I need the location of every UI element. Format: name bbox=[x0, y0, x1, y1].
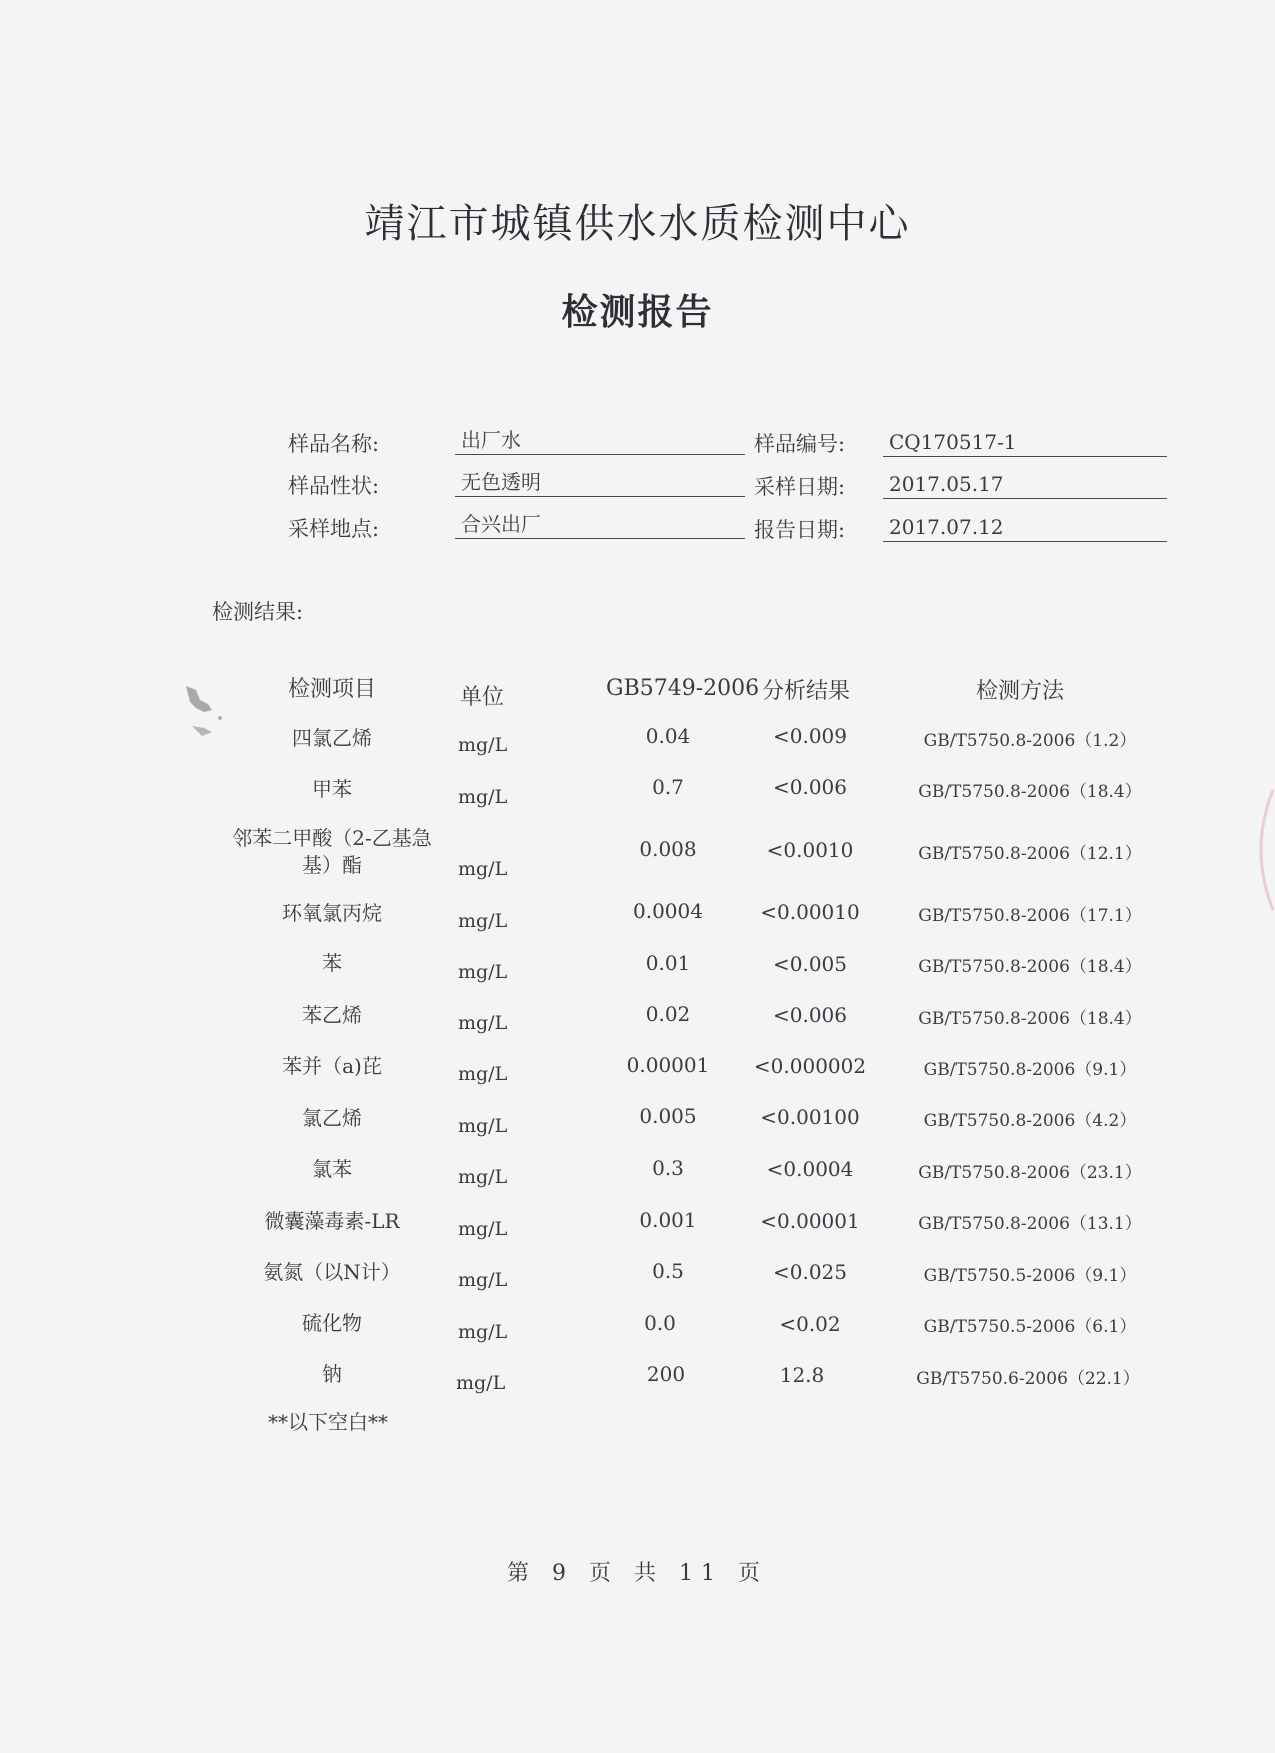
table-row-standard: 0.7 bbox=[652, 775, 684, 799]
table-row-result: <0.005 bbox=[772, 952, 847, 976]
table-row-method: GB/T5750.8-2006（13.1） bbox=[918, 1214, 1142, 1234]
table-row-standard: 0.3 bbox=[652, 1156, 684, 1180]
table-row-method: GB/T5750.6-2006（22.1） bbox=[916, 1369, 1140, 1389]
table-row-result: <0.00001 bbox=[760, 1209, 860, 1233]
results-section-label: 检测结果: bbox=[212, 600, 304, 624]
table-row-method: GB/T5750.8-2006（18.4） bbox=[918, 1009, 1142, 1029]
table-row-result: <0.025 bbox=[772, 1260, 847, 1284]
table-row-unit: mg/L bbox=[458, 1115, 508, 1137]
table-row-unit: mg/L bbox=[456, 1372, 506, 1394]
table-row-item: 微囊藻毒素-LR bbox=[264, 1209, 400, 1233]
table-row-standard: 0.0 bbox=[644, 1311, 676, 1335]
table-row-standard: 200 bbox=[646, 1362, 686, 1386]
table-row-item: 四氯乙烯 bbox=[292, 726, 372, 750]
table-row-item: 钠 bbox=[322, 1362, 342, 1386]
sample-no-label: 样品编号: bbox=[754, 432, 846, 456]
table-row-item: 氨氮（以N计） bbox=[263, 1260, 401, 1284]
report-title: 检测报告 bbox=[561, 291, 714, 333]
table-row-result: 12.8 bbox=[779, 1363, 825, 1387]
table-row-standard: 0.008 bbox=[639, 837, 697, 861]
table-row-method: GB/T5750.8-2006（12.1） bbox=[918, 844, 1142, 864]
sample-no-value: CQ170517-1 bbox=[883, 428, 1167, 457]
table-row-result: <0.02 bbox=[779, 1312, 841, 1336]
table-row-standard: 0.005 bbox=[639, 1104, 697, 1128]
table-row-result: <0.006 bbox=[772, 1003, 847, 1027]
stamp-edge bbox=[1245, 790, 1275, 910]
table-row-result: <0.00010 bbox=[760, 900, 860, 924]
table-row-standard: 0.02 bbox=[645, 1002, 691, 1026]
table-row-method: GB/T5750.8-2006（18.4） bbox=[918, 957, 1142, 977]
table-row-result: <0.000002 bbox=[753, 1054, 867, 1078]
table-row-item: 环氧氯丙烷 bbox=[282, 901, 382, 925]
table-row-method: GB/T5750.5-2006（9.1） bbox=[923, 1266, 1137, 1286]
col-header-unit: 单位 bbox=[460, 685, 505, 710]
table-row-standard: 0.5 bbox=[652, 1259, 684, 1283]
table-row-result: <0.0010 bbox=[766, 838, 854, 862]
table-row-unit: mg/L bbox=[458, 1063, 508, 1085]
table-row-unit: mg/L bbox=[458, 734, 508, 756]
table-row-result: <0.0004 bbox=[766, 1157, 854, 1181]
table-row-result: <0.006 bbox=[772, 775, 847, 799]
table-row-standard: 0.00001 bbox=[626, 1053, 710, 1077]
col-header-result: 分析结果 bbox=[762, 679, 851, 704]
table-row-item: 氯乙烯 bbox=[302, 1106, 362, 1130]
table-row-method: GB/T5750.5-2006（6.1） bbox=[923, 1317, 1137, 1337]
table-row-item: 邻苯二甲酸（2-乙基急 bbox=[232, 826, 432, 850]
table-row-unit: mg/L bbox=[458, 1269, 508, 1291]
appearance-value: 无色透明 bbox=[455, 468, 745, 497]
col-header-method: 检测方法 bbox=[976, 679, 1065, 704]
organization-name: 靖江市城镇供水水质检测中心 bbox=[364, 201, 911, 247]
table-row-unit: mg/L bbox=[458, 1012, 508, 1034]
sample-name-label: 样品名称: bbox=[288, 432, 380, 456]
table-row-standard: 0.01 bbox=[645, 951, 691, 975]
location-label: 采样地点: bbox=[288, 517, 380, 541]
sampling-date-value: 2017.05.17 bbox=[883, 470, 1167, 499]
table-row-method: GB/T5750.8-2006（4.2） bbox=[923, 1111, 1137, 1131]
table-row-item: 硫化物 bbox=[302, 1311, 362, 1335]
table-row-unit: mg/L bbox=[458, 1218, 508, 1240]
table-row-unit: mg/L bbox=[458, 858, 508, 880]
table-row-method: GB/T5750.8-2006（18.4） bbox=[918, 782, 1142, 802]
table-row-standard: 0.001 bbox=[639, 1208, 697, 1232]
end-of-table-note: **以下空白** bbox=[268, 1410, 388, 1434]
table-row-result: <0.009 bbox=[772, 724, 847, 748]
table-row-item: 氯苯 bbox=[312, 1157, 352, 1181]
table-row-method: GB/T5750.8-2006（23.1） bbox=[918, 1163, 1142, 1183]
table-row-item: 苯 bbox=[322, 951, 342, 975]
appearance-label: 样品性状: bbox=[288, 474, 380, 498]
report-date-value: 2017.07.12 bbox=[883, 513, 1167, 542]
col-header-item: 检测项目 bbox=[287, 677, 376, 702]
table-row-unit: mg/L bbox=[458, 961, 508, 983]
table-row-unit: mg/L bbox=[458, 1166, 508, 1188]
table-row-method: GB/T5750.8-2006（17.1） bbox=[918, 906, 1142, 926]
table-row-result: <0.00100 bbox=[760, 1105, 860, 1129]
table-row-item: 苯乙烯 bbox=[302, 1003, 362, 1027]
table-row-unit: mg/L bbox=[458, 910, 508, 932]
table-row-standard: 0.04 bbox=[645, 724, 691, 748]
table-row-method: GB/T5750.8-2006（1.2） bbox=[923, 731, 1137, 751]
location-value: 合兴出厂 bbox=[455, 510, 745, 539]
sample-name-value: 出厂水 bbox=[455, 426, 745, 455]
table-row-unit: mg/L bbox=[458, 1321, 508, 1343]
table-row-item: 甲苯 bbox=[312, 777, 352, 801]
sampling-date-label: 采样日期: bbox=[754, 475, 846, 499]
table-row-method: GB/T5750.8-2006（9.1） bbox=[923, 1060, 1137, 1080]
report-date-label: 报告日期: bbox=[754, 518, 846, 542]
table-row-item: 苯并（a)芘 bbox=[282, 1054, 382, 1078]
table-row-unit: mg/L bbox=[458, 786, 508, 808]
table-row-item-continued: 基）酯 bbox=[302, 853, 362, 877]
col-header-standard: GB5749-2006 bbox=[606, 676, 760, 701]
table-row-standard: 0.0004 bbox=[633, 899, 703, 923]
page-number: 第 9 页 共 11 页 bbox=[507, 1561, 768, 1586]
